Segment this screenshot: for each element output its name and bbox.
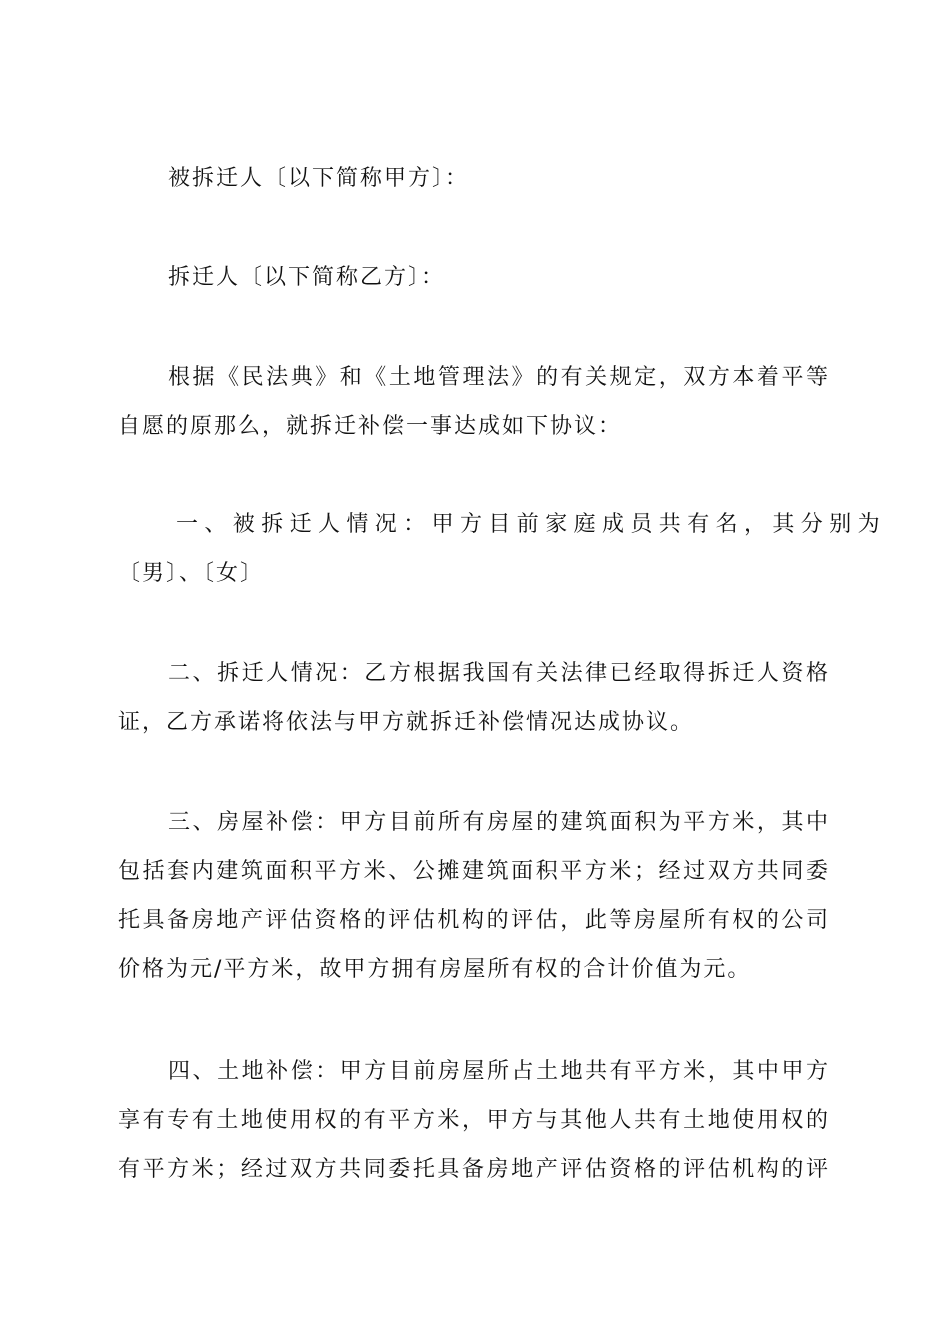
section-1-line-2: 〔男〕、〔女〕: [118, 561, 265, 586]
section-4-paragraph: [118, 1047, 830, 1194]
party-a-line: [118, 154, 830, 203]
preamble-paragraph: [118, 353, 830, 451]
party-a-text: 被拆迁人〔以下简称甲方〕：: [168, 166, 470, 191]
section-4-line-1: 四、土地补偿：甲方目前房屋所占土地共有平方米，其中甲方: [168, 1059, 830, 1084]
section-4-line-3: 有平方米；经过双方共同委托具备房地产评估资格的评估机构的评: [118, 1157, 830, 1182]
section-4-line-2: 享有专有土地使用权的有平方米，甲方与其他人共有土地使用权的: [118, 1108, 830, 1133]
section-1-paragraph: [118, 500, 887, 598]
section-2-line-1: 二、拆迁人情况：乙方根据我国有关法律已经取得拆迁人资格: [168, 661, 830, 686]
section-3-line-1: 三、房屋补偿：甲方目前所有房屋的建筑面积为平方米，其中: [168, 810, 830, 835]
section-3-paragraph: [118, 798, 830, 994]
section-3-line-2: 包括套内建筑面积平方米、公摊建筑面积平方米；经过双方共同委: [118, 859, 830, 884]
section-3-line-3: 托具备房地产评估资格的评估机构的评估，此等房屋所有权的公司: [118, 908, 830, 933]
party-b-line: [118, 253, 830, 302]
preamble-line-1: 根据《民法典》和《土地管理法》的有关规定，双方本着平等: [168, 365, 830, 390]
preamble-line-2: 自愿的原那么，就拆迁补偿一事达成如下协议：: [118, 414, 623, 439]
section-2-line-2: 证，乙方承诺将依法与甲方就拆迁补偿情况达成协议。: [118, 710, 695, 735]
section-3-line-4: 价格为元/平方米，故甲方拥有房屋所有权的合计价值为元。: [118, 957, 752, 982]
party-b-text: 拆迁人〔以下简称乙方〕：: [168, 265, 446, 290]
section-1-line-1: 一、被拆迁人情况：甲方目前家庭成员共有名，其分别为: [176, 512, 887, 537]
section-2-paragraph: [118, 649, 830, 747]
